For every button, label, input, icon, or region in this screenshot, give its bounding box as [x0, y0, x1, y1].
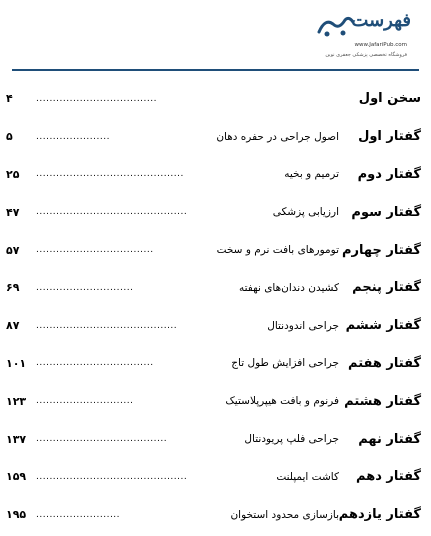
toc-chapter-label: گفتار چهارم	[342, 242, 421, 258]
toc-page-number: ۱۲۳	[6, 394, 27, 408]
toc-chapter-label: گفتار ششم	[345, 318, 421, 334]
publisher-url: www.JafariPub.com	[354, 42, 407, 48]
publisher-logo	[301, 8, 411, 66]
table-of-contents	[0, 80, 431, 534]
toc-row[interactable]	[0, 382, 431, 420]
toc-entry-title: جراحی فلپ پریودنتال	[244, 433, 339, 446]
toc-dot-leader: .............................................	[36, 207, 188, 218]
toc-chapter-label: گفتار دهم	[356, 469, 421, 485]
toc-page-number: ۴۷	[6, 205, 20, 219]
toc-dot-leader: .............................	[36, 396, 134, 407]
toc-entry-title: تومورهای بافت نرم و سخت	[216, 244, 339, 257]
toc-row[interactable]	[0, 231, 431, 269]
toc-chapter-label: سخن اول	[358, 91, 421, 107]
toc-entry-title: ترمیم و بخیه	[284, 168, 339, 181]
toc-page-number: ۴	[6, 92, 13, 106]
toc-chapter-label: گفتار نهم	[358, 431, 421, 447]
toc-row[interactable]	[0, 345, 431, 383]
toc-entry-title: جراحی اندودنتال	[267, 319, 339, 332]
toc-chapter-label: گفتار سوم	[351, 204, 421, 220]
toc-row[interactable]	[0, 193, 431, 231]
toc-entry-title: ارزیابی پزشکی	[272, 206, 339, 219]
toc-row[interactable]	[0, 80, 431, 118]
toc-page-number: ۶۹	[6, 281, 20, 295]
toc-entry-title: کشیدن دندان‌های نهفته	[239, 281, 339, 294]
toc-page-number: ۱۵۹	[6, 470, 27, 484]
toc-row[interactable]	[0, 156, 431, 194]
toc-row[interactable]	[0, 307, 431, 345]
publisher-logo-mark-icon	[315, 14, 357, 38]
toc-dot-leader: ......................	[36, 131, 110, 142]
toc-chapter-label: گفتار هشتم	[344, 393, 421, 409]
toc-chapter-label: گفتار دوم	[357, 166, 421, 182]
toc-entry-title: کاشت ایمپلنت	[276, 470, 339, 483]
toc-page-number: ۱۰۱	[6, 356, 27, 370]
toc-page-number: ۸۷	[6, 319, 20, 333]
page-header	[0, 0, 431, 70]
toc-chapter-label: گفتار اول	[358, 129, 421, 145]
toc-dot-leader: ...................................	[36, 358, 154, 369]
toc-heading: فهرست	[351, 10, 411, 31]
toc-row[interactable]	[0, 118, 431, 156]
toc-entry-title: فرنوم و بافت هیپرپلاستیک	[225, 395, 339, 408]
toc-entry-title: بازسازی محدود استخوان	[230, 508, 339, 521]
toc-dot-leader: ..........................................	[36, 320, 178, 331]
toc-entry-title: جراحی افزایش طول تاج	[231, 357, 339, 370]
toc-dot-leader: .......................................	[36, 434, 168, 445]
toc-page-number: ۵	[6, 130, 13, 144]
toc-page-number: ۵۷	[6, 243, 20, 257]
toc-page-number: ۲۵	[6, 167, 20, 181]
toc-chapter-label: گفتار یازدهم	[338, 507, 421, 523]
header-divider	[12, 69, 419, 71]
toc-dot-leader: ............................................	[36, 169, 184, 180]
toc-chapter-label: گفتار هفتم	[348, 355, 421, 371]
toc-row[interactable]	[0, 269, 431, 307]
toc-dot-leader: ....................................	[36, 93, 157, 104]
toc-page-number: ۱۳۷	[6, 432, 27, 446]
toc-dot-leader: .............................................	[36, 471, 188, 482]
publisher-caption: فروشگاه تخصصی پزشکی جعفری نوین	[325, 52, 407, 58]
toc-dot-leader: .............................	[36, 282, 134, 293]
toc-page-number: ۱۹۵	[6, 508, 27, 522]
toc-chapter-label: گفتار پنجم	[352, 280, 421, 296]
toc-row[interactable]	[0, 458, 431, 496]
toc-dot-leader: ...................................	[36, 245, 154, 256]
toc-entry-title: اصول جراحی در حفره دهان	[216, 130, 339, 143]
toc-dot-leader: .........................	[36, 509, 121, 520]
toc-row[interactable]	[0, 420, 431, 458]
toc-row[interactable]	[0, 496, 431, 534]
